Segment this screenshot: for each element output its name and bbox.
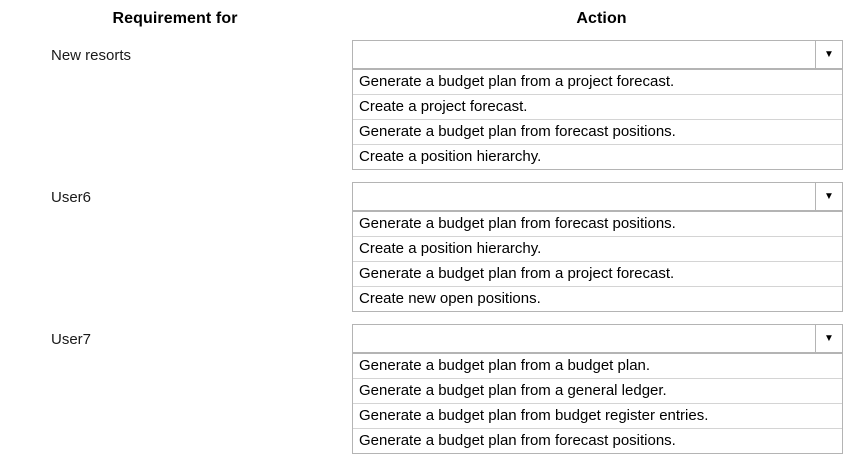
list-item[interactable]: Create a position hierarchy.	[353, 144, 842, 169]
list-item[interactable]: Generate a budget plan from a project forecast.	[353, 261, 842, 286]
list-item[interactable]: Generate a budget plan from a project forecast.	[353, 69, 842, 94]
requirement-label: New resorts	[51, 47, 132, 64]
action-select[interactable]	[352, 182, 843, 211]
option-list	[352, 211, 843, 312]
requirement-label: User7	[51, 331, 92, 348]
list-item[interactable]: Generate a budget plan from forecast positions.	[353, 119, 842, 144]
chevron-down-icon[interactable]	[815, 325, 842, 352]
table-header	[0, 0, 853, 28]
list-item[interactable]: Generate a budget plan from forecast positions.	[353, 211, 842, 236]
list-item[interactable]: Generate a budget plan from a general ledger.	[353, 378, 842, 403]
list-item[interactable]: Create new open positions.	[353, 286, 842, 311]
chevron-down-glyph: ▼	[824, 190, 834, 202]
list-item[interactable]: Create a project forecast.	[353, 94, 842, 119]
action-column-header: Action	[576, 10, 627, 27]
action-select[interactable]	[352, 324, 843, 353]
option-list	[352, 353, 843, 454]
list-item[interactable]: Generate a budget plan from forecast positions.	[353, 428, 842, 453]
list-item[interactable]: Create a position hierarchy.	[353, 236, 842, 261]
list-item[interactable]: Generate a budget plan from budget register entries.	[353, 403, 842, 428]
requirement-group	[0, 324, 853, 454]
requirement-group	[0, 182, 853, 312]
list-item[interactable]: Generate a budget plan from a budget plan.	[353, 353, 842, 378]
option-list	[352, 69, 843, 170]
chevron-down-glyph: ▼	[824, 48, 834, 60]
chevron-down-glyph: ▼	[824, 332, 834, 344]
chevron-down-icon[interactable]	[815, 183, 842, 210]
requirement-column-header: Requirement for	[112, 10, 238, 27]
action-dropdown-block	[352, 40, 843, 170]
action-dropdown-block	[352, 182, 843, 312]
requirement-group	[0, 40, 853, 170]
requirement-label: User6	[51, 189, 92, 206]
chevron-down-icon[interactable]	[815, 41, 842, 68]
action-select[interactable]	[352, 40, 843, 69]
action-dropdown-block	[352, 324, 843, 454]
